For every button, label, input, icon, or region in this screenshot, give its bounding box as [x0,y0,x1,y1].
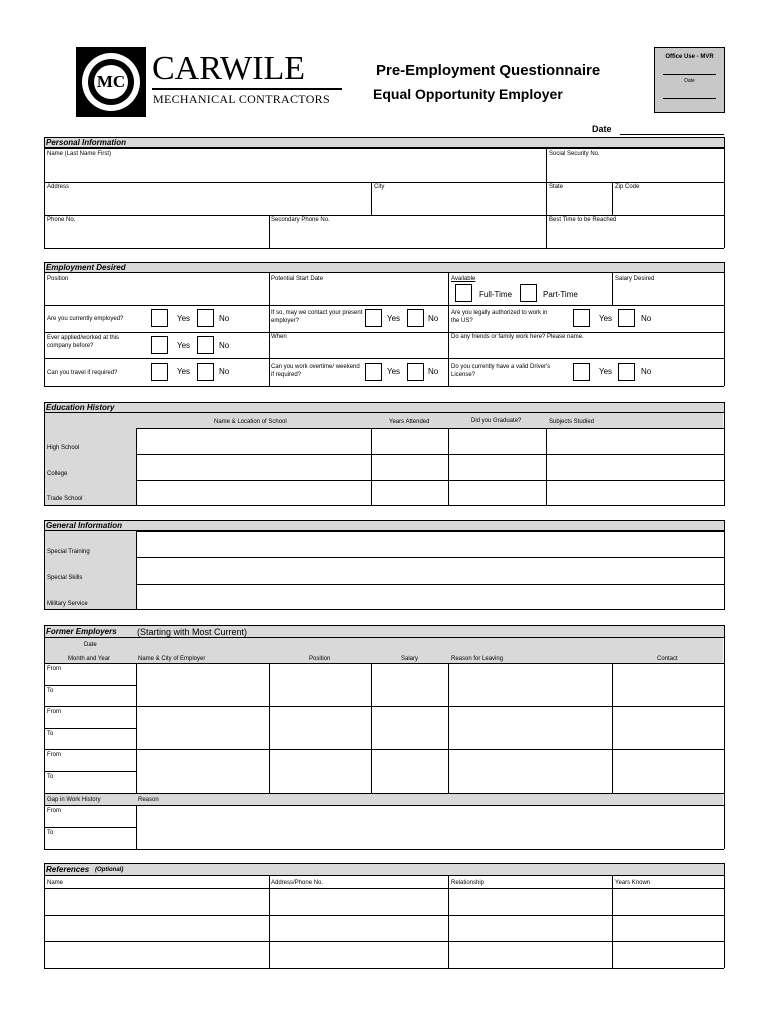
available-label: Available [451,276,476,282]
full-time-checkbox[interactable] [455,284,472,302]
yes-label: Yes [177,341,191,350]
col-reason-leaving: Reason for Leaving [451,656,504,662]
col-ref-years-known: Years Known [615,880,651,886]
q-travel: Can you travel if required? [47,370,118,376]
no-label: No [428,314,439,323]
state-field[interactable]: State [549,184,564,190]
col-ref-address: Address/Phone No. [271,880,324,886]
travel-yes-checkbox[interactable] [151,363,168,381]
no-label: No [428,367,439,376]
applied-yes-checkbox[interactable] [151,336,168,354]
license-yes-checkbox[interactable] [573,363,590,381]
yes-label: Yes [599,367,613,376]
to-label-1: To [47,688,54,694]
best-time-field[interactable]: Best Time to be Reached [549,217,617,223]
overtime-no-checkbox[interactable] [407,363,424,381]
yes-label: Yes [177,314,191,323]
ssn-field[interactable]: Social Security No. [549,151,600,157]
col-ref-relationship: Relationship [451,880,485,886]
to-label-2: To [47,731,54,737]
logo-tagline: MECHANICAL CONTRACTORS [153,92,330,106]
yes-label: Yes [599,314,613,323]
authorized-no-checkbox[interactable] [618,309,635,327]
logo-name: CARWILE [152,50,305,87]
address-field[interactable]: Address [47,184,70,190]
gap-work-history-label: Gap in Work History [47,797,101,803]
phone-field[interactable]: Phone No. [47,217,76,223]
office-use-box [654,47,725,113]
col-month-year: Month and Year [68,656,111,662]
col-school-name: Name & Location of School [214,419,287,425]
company-logo [76,47,344,117]
part-time-label: Part-Time [543,290,578,299]
row-trade-school: Trade School [47,496,83,502]
applied-no-checkbox[interactable] [197,336,214,354]
references-optional: (Optional) [95,867,124,873]
salary-desired-field[interactable]: Salary Desired [615,276,655,282]
row-military-service: Military Service [47,601,88,607]
q-drivers-license: Do you currently have a valid Driver's License? [451,364,551,378]
col-date: Date [84,642,97,648]
col-contact: Contact [657,656,678,662]
from-label-1: From [47,666,61,672]
q-ever-applied: Ever applied/worked at this company before? [47,335,120,349]
page-title: Pre-Employment Questionnaire [376,62,601,79]
yes-label: Yes [177,367,191,376]
no-label: No [219,341,230,350]
name-field[interactable]: Name (Last Name First) [47,151,112,157]
secondary-phone-field[interactable]: Secondary Phone No. [271,217,330,223]
full-time-label: Full-Time [479,290,513,299]
col-ref-name: Name [47,880,64,886]
gap-reason-label: Reason [138,797,159,803]
office-use-date-label: Date [684,78,695,84]
office-use-title: Office Use - MVR [665,54,714,60]
gap-from-label: From [47,808,61,814]
city-field[interactable]: City [374,184,385,190]
logo-monogram: MC [94,65,128,99]
start-date-field[interactable]: Potential Start Date [271,276,324,282]
col-position: Position [309,656,331,662]
no-label: No [641,314,652,323]
col-salary: Salary [401,656,419,662]
former-employers-note: (Starting with Most Current) [137,627,248,637]
part-time-checkbox[interactable] [520,284,537,302]
yes-label: Yes [387,314,401,323]
section-personal-information: Personal Information [44,137,724,148]
section-education-history: Education History [44,402,724,413]
position-field[interactable]: Position [47,276,69,282]
employed-yes-checkbox[interactable] [151,309,168,327]
section-general-information: General Information [44,520,724,531]
no-label: No [219,314,230,323]
section-employment-desired: Employment Desired [44,262,724,273]
q-currently-employed: Are you currently employed? [47,316,124,322]
license-no-checkbox[interactable] [618,363,635,381]
q-may-contact: If so, may we contact your present employer? [271,310,363,324]
row-high-school: High School [47,445,80,451]
from-label-2: From [47,709,61,715]
yes-label: Yes [387,367,401,376]
q-legally-authorized: Are you legally authorized to work in the US? [451,310,548,324]
row-special-skills: Special Skills [47,575,83,581]
q-friends-family[interactable]: Do any friends or family work here? Please name. [451,334,584,340]
when-field[interactable]: When [271,334,287,340]
section-former-employers: Former Employers (Starting with Most Current) [44,625,724,638]
from-label-3: From [47,752,61,758]
no-label: No [641,367,652,376]
overtime-yes-checkbox[interactable] [365,363,382,381]
page-subtitle: Equal Opportunity Employer [373,86,563,102]
zip-field[interactable]: Zip Code [615,184,640,190]
gap-to-label: To [47,830,54,836]
employed-no-checkbox[interactable] [197,309,214,327]
contact-no-checkbox[interactable] [407,309,424,327]
no-label: No [219,367,230,376]
col-employer: Name & City of Employer [138,656,206,662]
section-references: References (Optional) [44,863,724,876]
col-subjects-studied: Subjects Studied [549,419,595,425]
logo-mark [76,47,146,117]
travel-no-checkbox[interactable] [197,363,214,381]
row-special-training: Special Training [47,549,90,555]
contact-yes-checkbox[interactable] [365,309,382,327]
q-overtime: Can you work overtime/ weekend if required? [271,364,360,378]
authorized-yes-checkbox[interactable] [573,309,590,327]
col-years-attended: Years Attended [389,419,430,425]
date-label: Date [592,124,612,134]
row-college: College [47,471,68,477]
to-label-3: To [47,774,54,780]
col-did-graduate: Did you Graduate? [471,418,522,424]
